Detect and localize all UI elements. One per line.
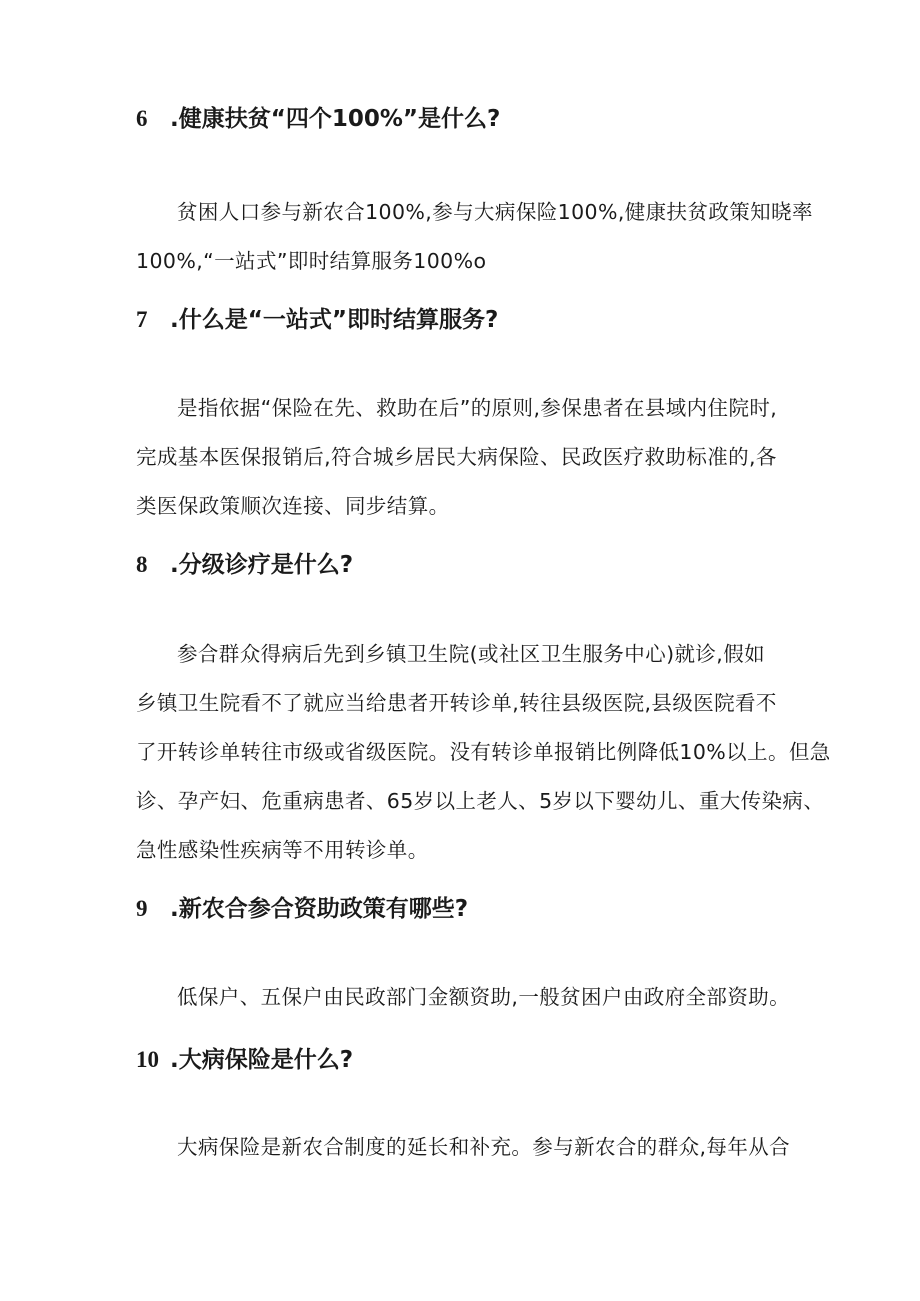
section-7-answer-line-2: 完成基本医保报销后,符合城乡居民大病保险、民政医疗救助标准的,各 — [136, 445, 777, 469]
section-9-heading — [136, 894, 468, 924]
section-7-number: 7 — [136, 307, 148, 332]
section-9-title: .新农合参合资助政策有哪些? — [170, 896, 469, 922]
section-7-title: .什么是“一站式”即时结算服务? — [170, 307, 499, 333]
section-7-heading — [136, 305, 498, 335]
section-7-answer — [136, 384, 796, 531]
section-6-answer-line-2: 100%,“一站式”即时结算服务100%o — [136, 249, 487, 273]
section-8-answer-line-2: 乡镇卫生院看不了就应当给患者开转诊单,转往县级医院,县级医院看不 — [136, 691, 777, 715]
section-6-number: 6 — [136, 106, 148, 131]
section-9-answer — [136, 973, 796, 1022]
section-9-answer-line-1: 低保户、五保户由民政部门金额资助,一般贫困户由政府全部资助。 — [177, 985, 791, 1009]
section-8-answer-line-1: 参合群众得病后先到乡镇卫生院(或社区卫生服务中心)就诊,假如 — [177, 642, 766, 666]
section-10-title: .大病保险是什么? — [170, 1047, 354, 1073]
section-10-answer — [136, 1123, 796, 1172]
section-10-number: 10 — [136, 1047, 159, 1072]
section-6-answer-line-1: 贫困人口参与新农合100%,参与大病保险100%,健康扶贫政策知晓率 — [177, 200, 813, 224]
section-6-title: .健康扶贫“四个100%”是什么? — [170, 106, 501, 132]
section-10-heading — [136, 1045, 353, 1075]
section-8-answer-line-4: 诊、孕产妇、危重病患者、65岁以上老人、5岁以下婴幼儿、重大传染病、 — [136, 789, 825, 813]
section-8-title: .分级诊疗是什么? — [170, 552, 354, 578]
section-8-answer-line-3: 了开转诊单转往市级或省级医院。没有转诊单报销比例降低10%以上。但急 — [136, 740, 831, 764]
section-9-number: 9 — [136, 896, 148, 921]
section-8-heading — [136, 550, 353, 580]
section-7-answer-line-1: 是指依据“保险在先、救助在后”的原则,参保患者在县域内住院时, — [177, 396, 778, 420]
section-8-answer-line-5: 急性感染性疾病等不用转诊单。 — [136, 838, 429, 862]
section-6-answer — [136, 188, 813, 286]
section-6-heading — [136, 104, 500, 134]
section-10-answer-line-1: 大病保险是新农合制度的延长和补充。参与新农合的群众,每年从合 — [177, 1135, 791, 1159]
section-8-number: 8 — [136, 552, 148, 577]
section-7-answer-line-3: 类医保政策顺次连接、同步结算。 — [136, 494, 450, 518]
section-8-answer — [136, 630, 831, 875]
